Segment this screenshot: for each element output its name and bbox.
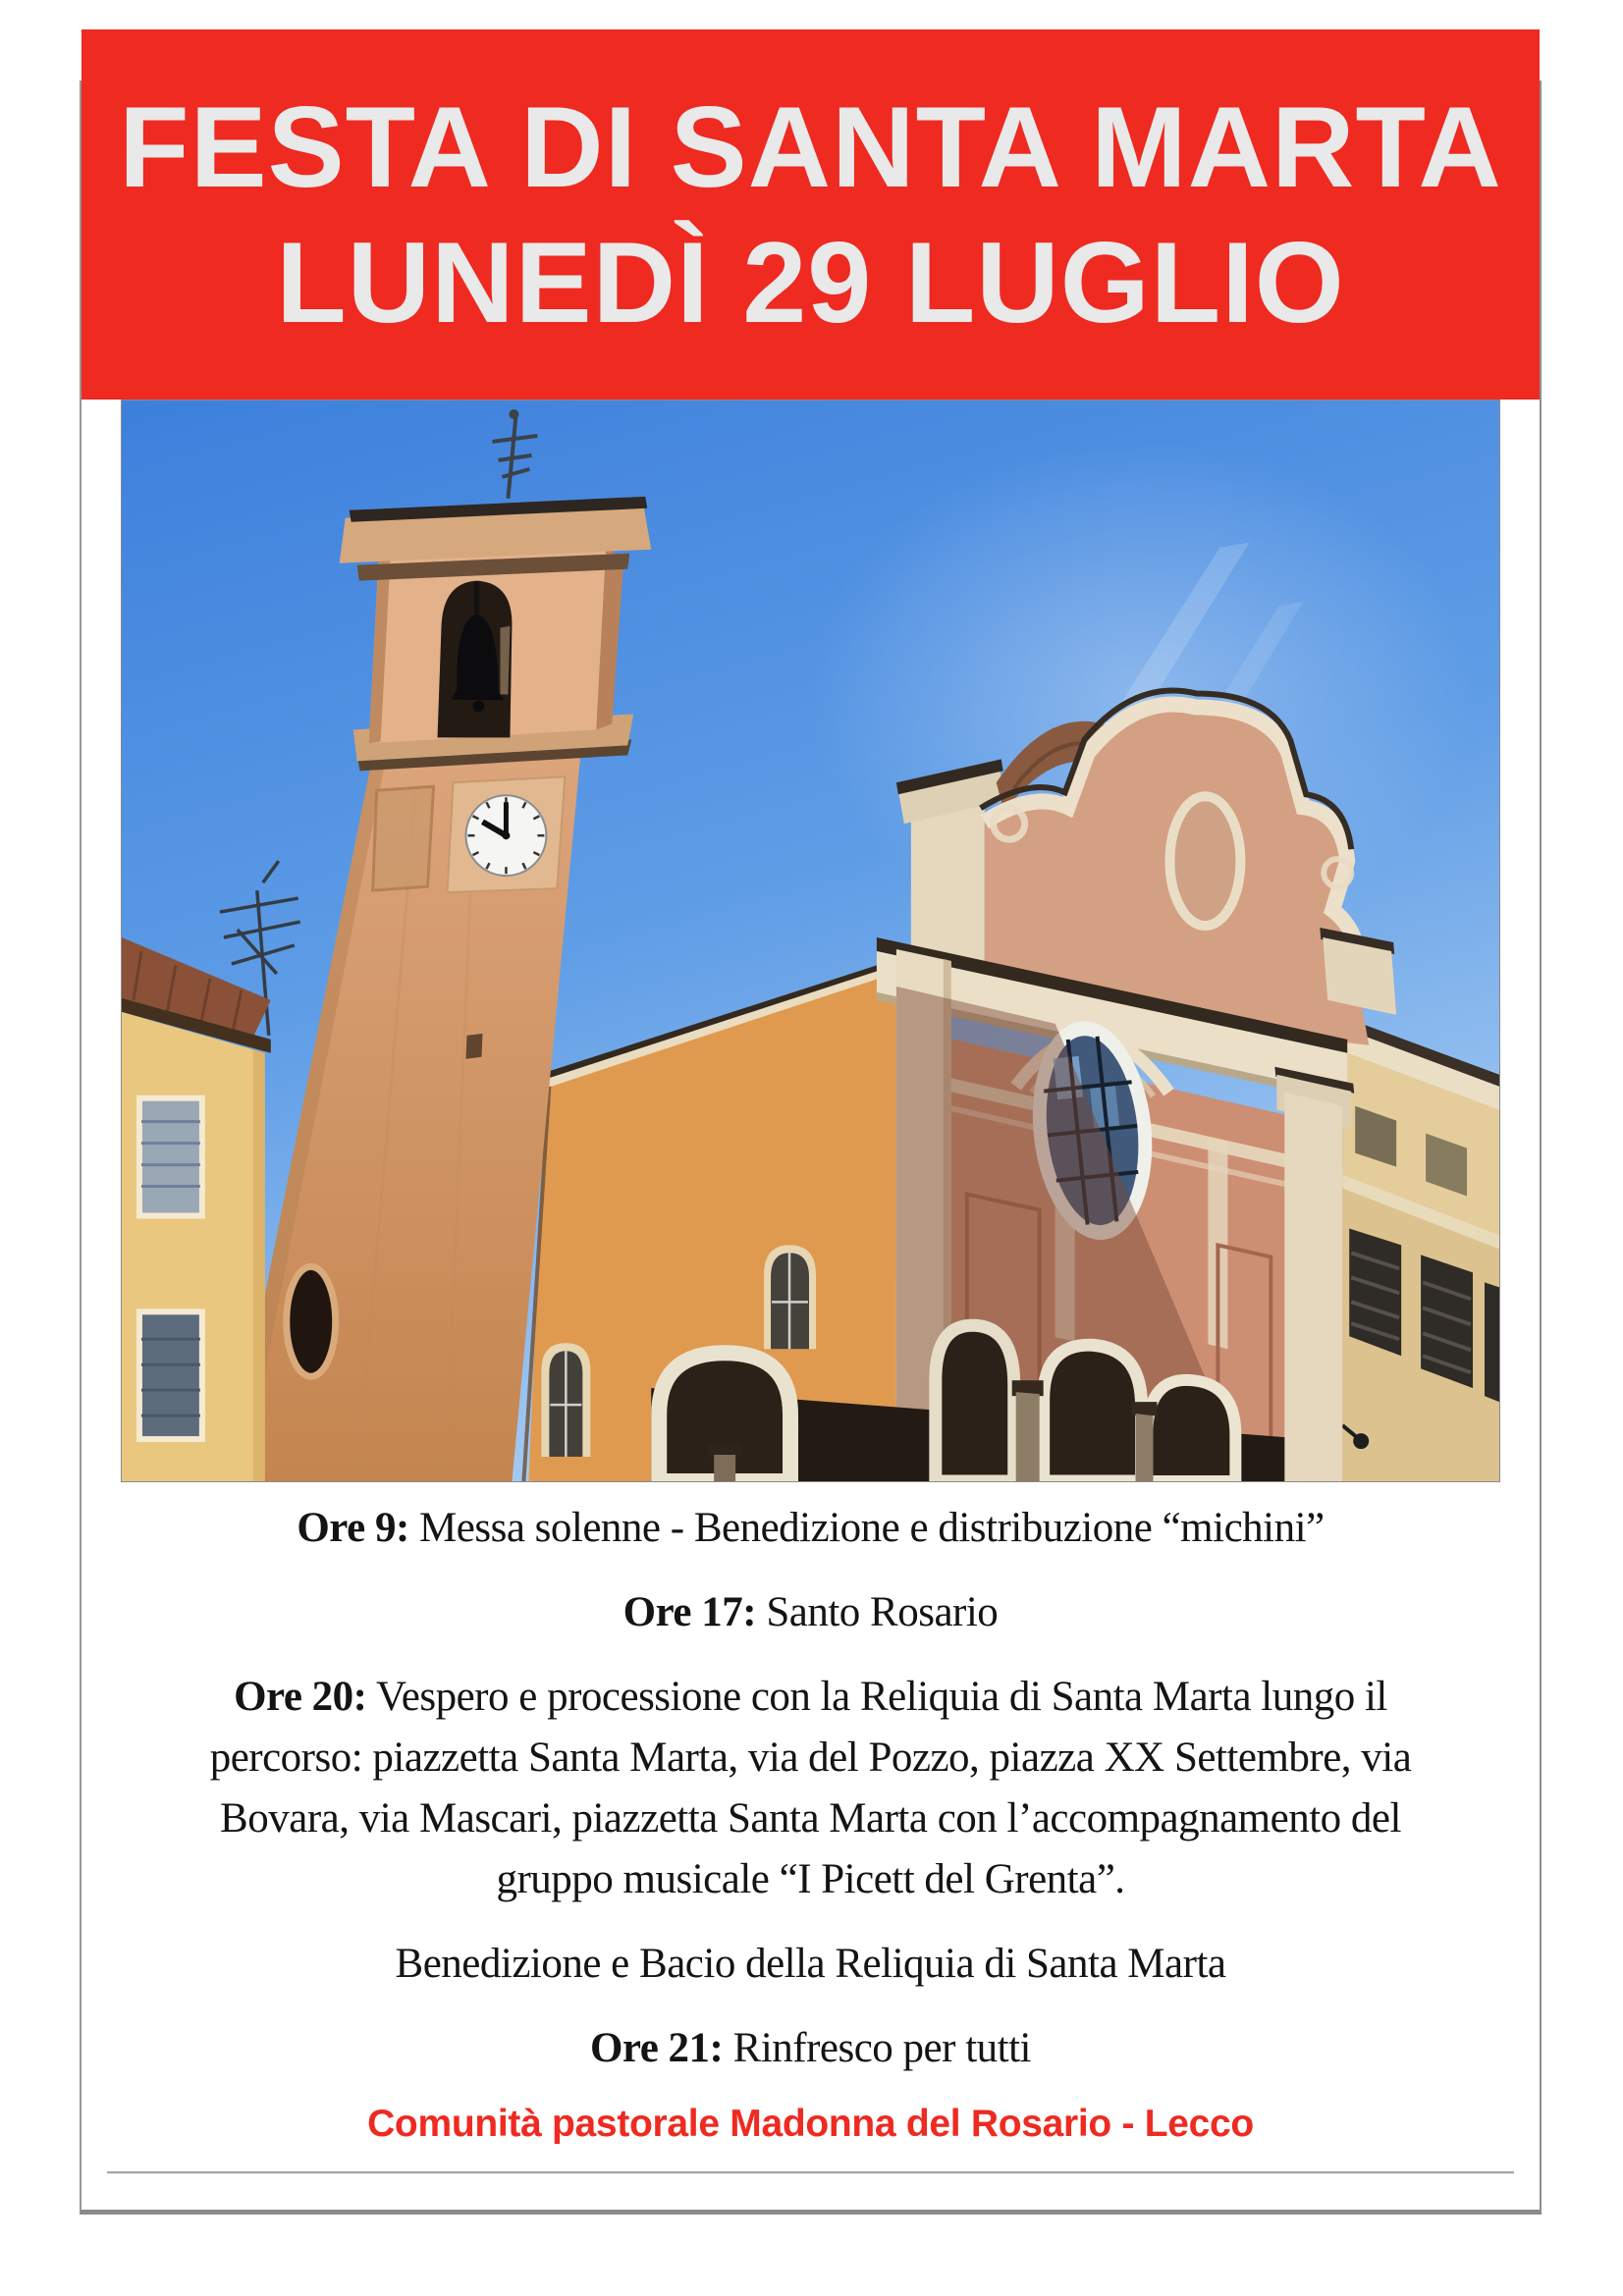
poster-page [80,29,1542,2215]
schedule-text-benedizione: Benedizione e Bacio della Reliquia di Santa Marta [395,1941,1226,1987]
ore20-line2: percorso: piazzetta Santa Marta, via del Pozzo, piazza XX Settembre, via [209,1735,1412,1781]
schedule [81,1498,1540,2079]
shuttered-window [139,1311,202,1439]
ore20-line1 [81,1667,1540,1728]
church-photo-illustration [122,400,1499,1481]
footer-community: Comunità pastorale Madonna del Rosario - Lecco [367,2103,1254,2145]
time-label-ore21: Ore 21: [589,2025,724,2071]
ore20-line1-text: Vespero e processione con la Reliquia di Santa Marta lungo il [366,1674,1387,1720]
poster-banner [81,29,1540,400]
schedule-item-ore9 [81,1498,1540,1559]
ore20-line4: gruppo musicale “I Picett del Grenta”. [496,1856,1125,1902]
shuttered-window [139,1098,202,1216]
schedule-text-ore9: Messa solenne - Benedizione e distribuzione “michini” [408,1505,1325,1551]
clock [448,776,566,892]
left-house [122,937,271,1481]
time-label-ore17: Ore 17: [622,1589,757,1635]
bottom-rule [107,2171,1514,2174]
schedule-item-ore21 [81,2018,1540,2079]
schedule-item-benedizione [81,1934,1540,1995]
shuttered-window [1421,1255,1473,1388]
schedule-text-ore17: Santo Rosario [756,1589,999,1635]
banner-title-line1: FESTA DI SANTA MARTA [119,81,1502,211]
ore20-line3: Bovara, via Mascari, piazzetta Santa Marta con l’accompagnamento del [220,1795,1401,1842]
banner-title-line2: LUNEDÌ 29 LUGLIO [276,217,1345,347]
schedule-text-ore21: Rinfresco per tutti [723,2025,1032,2071]
right-buildings [1340,1016,1499,1481]
church-photo [121,400,1500,1482]
shuttered-window [1349,1228,1401,1356]
schedule-item-ore20 [81,1667,1540,1910]
time-label-ore9: Ore 9: [297,1505,409,1551]
time-label-ore20: Ore 20: [234,1674,367,1720]
schedule-item-ore17 [81,1582,1540,1643]
